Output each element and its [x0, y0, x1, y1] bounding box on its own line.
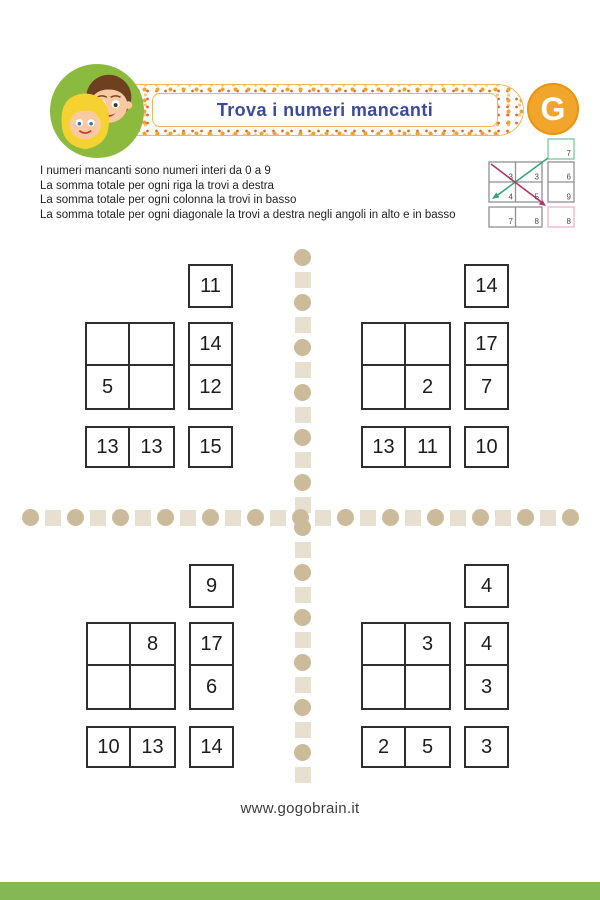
example-value: 5 — [534, 192, 539, 202]
instruction-line: La somma totale per ogni riga la trovi a destra — [40, 179, 274, 192]
puzzle-3 — [86, 564, 234, 768]
row-sums — [188, 322, 233, 410]
example-value: 3 — [534, 172, 539, 182]
col-sums — [361, 426, 451, 468]
example-value: 6 — [566, 172, 571, 182]
instruction-line: La somma totale per ogni colonna la trovi in basso — [40, 194, 297, 206]
title-plate — [152, 93, 498, 127]
row-sums — [189, 622, 234, 710]
grid-cell — [130, 366, 173, 408]
grid-cell — [406, 666, 449, 708]
col-sum: 11 — [417, 435, 438, 458]
row-sums — [464, 322, 509, 410]
example-value: 3 — [508, 172, 513, 182]
example-value: 8 — [566, 217, 571, 226]
puzzle-grid — [85, 322, 175, 410]
diagonal-sum-top: 11 — [188, 264, 233, 308]
brand-logo-icon — [527, 83, 579, 135]
grid-cell — [363, 366, 406, 408]
diagonal-sum-bottom: 14 — [189, 726, 234, 768]
grid-cell — [88, 666, 131, 708]
diagonal-sum-bottom: 15 — [188, 426, 233, 468]
diagonal-sum-top: 14 — [464, 264, 509, 308]
example-diagram — [486, 136, 576, 230]
col-sum: 2 — [363, 728, 406, 766]
dotted-divider-horizontal — [22, 509, 580, 526]
example-value: 8 — [534, 217, 539, 226]
grid-cell: 2 — [421, 375, 434, 398]
grid-cell — [87, 324, 130, 366]
puzzle-2 — [361, 264, 509, 468]
grid-cell — [130, 324, 173, 366]
example-value: 4 — [508, 192, 513, 202]
website-footer: www.gogobrain.it — [240, 800, 360, 817]
row-sum: 4 — [466, 624, 507, 666]
example-value: 9 — [566, 192, 571, 202]
col-sums — [85, 426, 175, 468]
diagonal-sum-top: 9 — [189, 564, 234, 608]
grid-cell — [88, 624, 131, 666]
puzzle-grid — [361, 622, 451, 710]
row-sum: 17 — [466, 324, 507, 366]
grid-cell: 5 — [87, 366, 130, 408]
brand-logo-letter: G — [540, 91, 566, 127]
example-value: 7 — [566, 149, 571, 158]
puzzle-grid — [86, 622, 176, 710]
col-sum: 13 — [141, 735, 164, 758]
kids-mascot-icon — [48, 62, 146, 160]
col-sums — [361, 726, 451, 768]
grid-cell — [363, 324, 406, 366]
diagonal-sum-top: 4 — [464, 564, 509, 608]
page-title: Trova i numeri mancanti — [216, 99, 434, 120]
grid-cell — [406, 324, 449, 366]
col-sum: 10 — [88, 728, 131, 766]
instruction-line: I numeri mancanti sono numeri interi da 0 a 9 — [40, 165, 271, 177]
row-sum: 7 — [480, 375, 493, 398]
col-sum: 13 — [140, 435, 163, 458]
grid-cell — [131, 666, 174, 708]
diagonal-sum-bottom: 3 — [464, 726, 509, 768]
col-sum: 5 — [421, 735, 434, 758]
bottom-green-bar — [0, 882, 600, 900]
col-sums — [86, 726, 176, 768]
example-value: 7 — [508, 217, 513, 226]
grid-cell — [363, 624, 406, 666]
row-sums — [464, 622, 509, 710]
instruction-line: La somma totale per ogni diagonale la trovi a destra negli angoli in alto e in basso — [40, 208, 456, 221]
instructions — [40, 164, 470, 222]
puzzle-4 — [361, 564, 509, 768]
row-sum: 6 — [205, 675, 218, 698]
header-banner — [112, 84, 524, 136]
row-sum: 17 — [191, 624, 232, 666]
grid-cell — [363, 666, 406, 708]
row-sum: 14 — [190, 324, 231, 366]
col-sum: 13 — [363, 428, 406, 466]
diagonal-sum-bottom: 10 — [464, 426, 509, 468]
col-sum: 13 — [87, 428, 130, 466]
puzzle-grid — [361, 322, 451, 410]
grid-cell: 3 — [406, 624, 449, 666]
row-sum: 12 — [199, 375, 222, 398]
row-sum: 3 — [480, 675, 493, 698]
puzzle-1 — [85, 264, 233, 468]
grid-cell: 8 — [131, 624, 174, 666]
